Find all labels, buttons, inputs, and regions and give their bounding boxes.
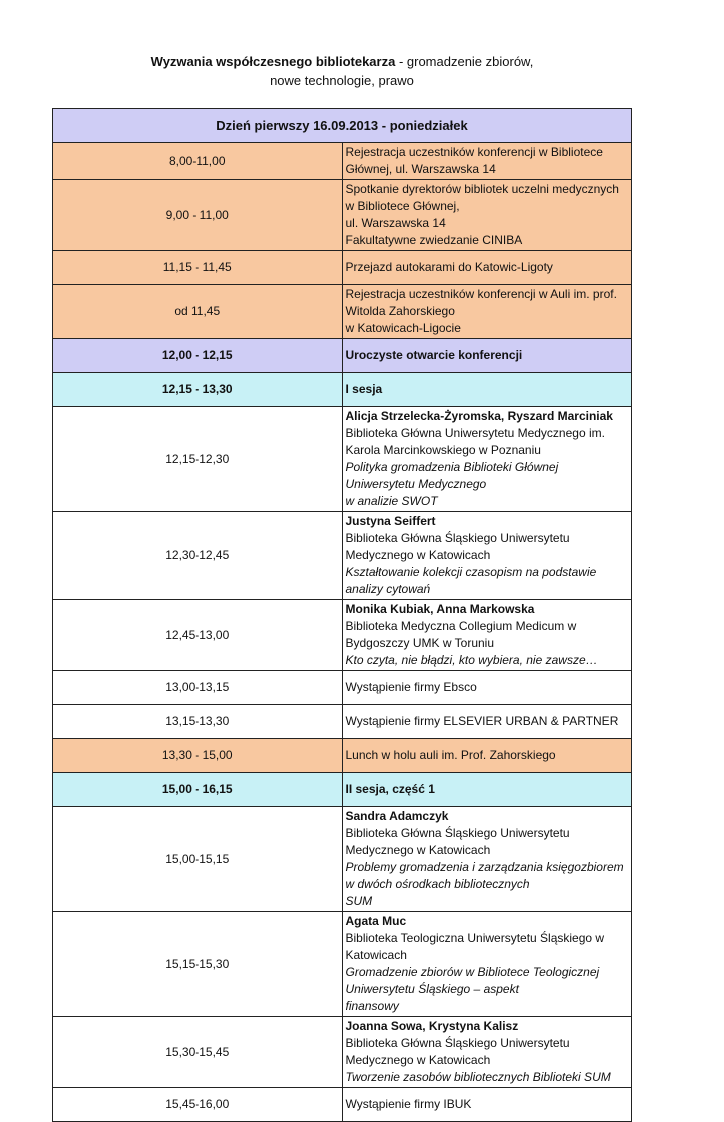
affiliation: Biblioteka Medyczna Collegium Medicum w Bydgoszczy UMK w Toruniu — [345, 619, 577, 650]
section-label: I sesja — [342, 373, 632, 407]
event-text: Lunch w holu auli im. Prof. Zahorskiego — [342, 739, 632, 773]
event-text: ul. Warszawska 14 — [345, 216, 446, 230]
table-row — [53, 705, 632, 739]
table-row — [53, 339, 632, 373]
affiliation: Biblioteka Główna Uniwersytetu Medycznego im. Karola Marcinkowskiego w Poznaniu — [345, 426, 605, 457]
title-line-1 — [0, 52, 684, 71]
table-row — [53, 251, 632, 285]
table-row — [53, 373, 632, 407]
table-row — [53, 512, 632, 600]
day-header-row — [53, 109, 632, 143]
time-cell: 15,00-15,15 — [53, 807, 343, 912]
talk-title: Tworzenie zasobów bibliotecznych Biblioteki SUM — [345, 1070, 611, 1084]
affiliation: Biblioteka Główna Śląskiego Uniwersytetu Medycznego w Katowicach — [345, 1036, 570, 1067]
time-cell: 11,15 - 11,45 — [53, 251, 343, 285]
time-cell: 12,15 - 13,30 — [53, 373, 343, 407]
talk-title: Gromadzenie zbiorów w Bibliotece Teologicznej Uniwersytetu Śląskiego – aspekt — [345, 965, 600, 996]
time-cell: 13,00-13,15 — [53, 671, 343, 705]
talk-title: w analizie SWOT — [345, 494, 438, 508]
talk-title: SUM — [345, 894, 373, 908]
speaker-name: Justyna Seiffert — [345, 514, 436, 528]
speaker-name: Monika Kubiak, Anna Markowska — [345, 602, 535, 616]
event-text: Rejestracja uczestników konferencji w Bibliotece Głównej, ul. Warszawska 14 — [345, 145, 603, 176]
speaker-name: Alicja Strzelecka-Żyromska, Ryszard Marciniak — [345, 409, 613, 423]
time-cell: 12,30-12,45 — [53, 512, 343, 600]
talk-title: Kształtowanie kolekcji czasopism na podstawie analizy cytowań — [345, 565, 597, 596]
title-rest: - gromadzenie zbiorów, — [395, 54, 534, 69]
table-row — [53, 912, 632, 1017]
talk-cell — [342, 512, 632, 600]
table-row — [53, 407, 632, 512]
table-row — [53, 285, 632, 339]
table-row — [53, 600, 632, 671]
event-text: Rejestracja uczestników konferencji w Auli im. prof. Witolda Zahorskiego — [345, 287, 617, 318]
day-header: Dzień pierwszy 16.09.2013 - poniedziałek — [53, 109, 632, 143]
event-cell — [342, 180, 632, 251]
table-row — [53, 807, 632, 912]
time-cell: 9,00 - 11,00 — [53, 180, 343, 251]
affiliation: Biblioteka Teologiczna Uniwersytetu Śląskiego w Katowicach — [345, 931, 605, 962]
time-cell: 13,30 - 15,00 — [53, 739, 343, 773]
time-cell: 15,15-15,30 — [53, 912, 343, 1017]
talk-cell — [342, 600, 632, 671]
event-text: Spotkanie dyrektorów bibliotek uczelni medycznych w Bibliotece Głównej, — [345, 182, 619, 213]
time-cell: 12,45-13,00 — [53, 600, 343, 671]
talk-cell — [342, 1017, 632, 1088]
title-line-2: nowe technologie, prawo — [270, 73, 414, 88]
table-row — [53, 671, 632, 705]
event-cell — [342, 285, 632, 339]
time-cell: 12,00 - 12,15 — [53, 339, 343, 373]
time-cell: 15,00 - 16,15 — [53, 773, 343, 807]
table-row — [53, 739, 632, 773]
event-text: Wystąpienie firmy Ebsco — [342, 671, 632, 705]
talk-cell — [342, 912, 632, 1017]
talk-cell — [342, 807, 632, 912]
talk-cell — [342, 407, 632, 512]
event-text: Fakultatywne zwiedzanie CINIBA — [345, 233, 523, 247]
section-label: Uroczyste otwarcie konferencji — [342, 339, 632, 373]
schedule-table — [52, 108, 632, 1122]
table-row — [53, 773, 632, 807]
time-cell: 15,30-15,45 — [53, 1017, 343, 1088]
time-cell: 12,15-12,30 — [53, 407, 343, 512]
affiliation: Biblioteka Główna Śląskiego Uniwersytetu Medycznego w Katowicach — [345, 531, 570, 562]
event-text: Wystąpienie firmy IBUK — [342, 1088, 632, 1122]
table-row — [53, 1017, 632, 1088]
speaker-name: Agata Muc — [345, 914, 407, 928]
affiliation: Biblioteka Główna Śląskiego Uniwersytetu Medycznego w Katowicach — [345, 826, 570, 857]
event-text: w Katowicach-Ligocie — [345, 321, 461, 335]
talk-title: Kto czyta, nie błądzi, kto wybiera, nie zawsze… — [345, 653, 598, 667]
event-cell — [342, 251, 632, 285]
document-title — [0, 52, 684, 90]
speaker-name: Joanna Sowa, Krystyna Kalisz — [345, 1019, 519, 1033]
title-bold: Wyzwania współczesnego bibliotekarza — [150, 54, 396, 69]
event-text: Wystąpienie firmy ELSEVIER URBAN & PARTNER — [342, 705, 632, 739]
time-cell: 13,15-13,30 — [53, 705, 343, 739]
event-cell — [342, 143, 632, 180]
time-cell: 8,00-11,00 — [53, 143, 343, 180]
table-row — [53, 1088, 632, 1122]
event-text: Przejazd autokarami do Katowic-Ligoty — [345, 260, 553, 274]
talk-title: Problemy gromadzenia i zarządzania księgozbiorem w dwóch ośrodkach bibliotecznych — [345, 860, 624, 891]
table-row — [53, 143, 632, 180]
talk-title: finansowy — [345, 999, 399, 1013]
speaker-name: Sandra Adamczyk — [345, 809, 449, 823]
talk-title: Polityka gromadzenia Biblioteki Głównej Uniwersytetu Medycznego — [345, 460, 559, 491]
time-cell: od 11,45 — [53, 285, 343, 339]
section-label: II sesja, część 1 — [342, 773, 632, 807]
time-cell: 15,45-16,00 — [53, 1088, 343, 1122]
table-row — [53, 180, 632, 251]
